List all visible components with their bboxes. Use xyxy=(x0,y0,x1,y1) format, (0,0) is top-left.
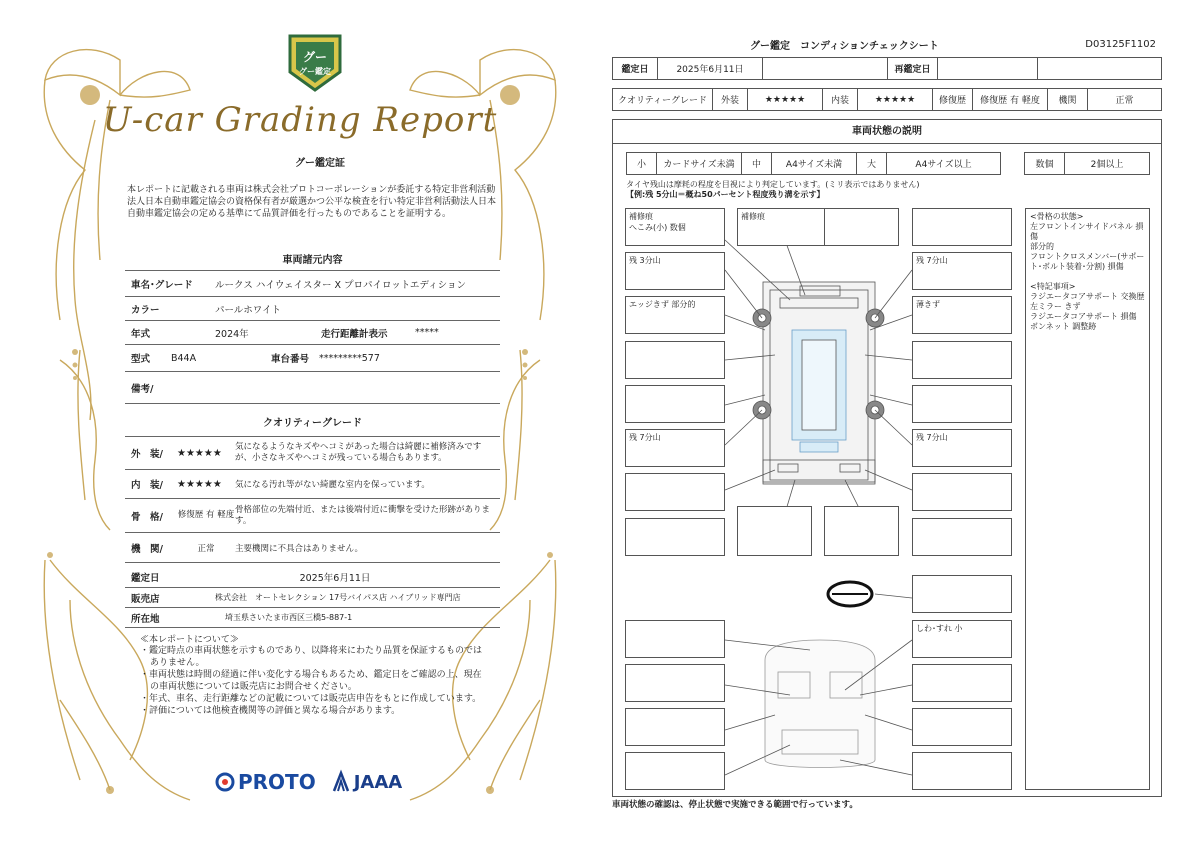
proto-logo xyxy=(215,770,316,794)
exterior-label: 外 装/ xyxy=(131,449,163,460)
notes-list xyxy=(140,645,490,717)
tire-note-line-2: 【例:残 5分山＝概ね50パーセント程度残り溝を示す】 xyxy=(626,190,825,199)
footnote: 車両状態の確認は、停止状態で実施できる範囲で行っています。 xyxy=(612,800,858,810)
frame-line: 部分的 xyxy=(1030,242,1054,251)
special-line: ボンネット 調整跡 xyxy=(1030,322,1097,331)
dealer-row xyxy=(125,588,500,608)
logo-bar xyxy=(215,770,402,794)
frame-state-title: <骨格の状態> xyxy=(1030,212,1084,221)
frame-line: 左フロントインサイドパネル 損傷 xyxy=(1030,222,1144,241)
spec-row-color xyxy=(125,297,500,321)
repair-value: 修復歴 有 軽度 xyxy=(973,89,1048,111)
appraisal-date-label: 鑑定日 xyxy=(131,572,160,584)
callout-box-empty xyxy=(625,473,725,511)
date-value: 2025年6月11日 xyxy=(658,58,763,80)
size-large-desc: A4サイズ以上 xyxy=(887,153,1001,175)
interior-grade: ★★★★★ xyxy=(177,478,222,490)
frame-and-notes-panel xyxy=(1025,208,1150,790)
callout-box-empty xyxy=(912,473,1012,511)
frame-line: フロントクロスメンバー(サポート･ボルト装着･分割) 損傷 xyxy=(1030,252,1145,271)
quality-row-engine xyxy=(125,533,500,563)
name-value: ルークス ハイウェイスター X プロパイロットエディション xyxy=(215,279,466,291)
special-line: ラジエータコアサポート 損傷 xyxy=(1030,312,1137,321)
size-small: 小 xyxy=(627,153,657,175)
repair-label: 修復歴 xyxy=(933,89,973,111)
callout-box-empty xyxy=(912,208,1012,246)
exterior-label: 外装 xyxy=(713,89,748,111)
dealer-label: 販売店 xyxy=(131,593,160,605)
quality-grade-label: クオリティーグレード xyxy=(613,89,713,111)
callout-box-empty xyxy=(625,708,725,746)
size-medium: 中 xyxy=(742,153,772,175)
callout-box-empty xyxy=(912,664,1012,702)
interior-label: 内装 xyxy=(823,89,858,111)
mileage-label: 走行距離計表示 xyxy=(321,328,388,340)
redate-label: 再鑑定日 xyxy=(888,58,938,80)
vehicle-state-title: 車両状態の説明 xyxy=(612,119,1162,144)
callout-box-empty xyxy=(824,208,899,246)
special-notes-title: <特記事項> xyxy=(1030,282,1076,291)
year-label: 年式 xyxy=(131,328,151,340)
callout-box: しわ･すれ 小 xyxy=(912,620,1012,658)
spec-row-model xyxy=(125,345,500,372)
callout-box: 補修痕 xyxy=(737,208,837,246)
report-script-title: U-car Grading Report xyxy=(102,100,498,140)
callout-box-empty xyxy=(625,518,725,556)
spec-row-year xyxy=(125,321,500,345)
callout-box: 残 7分山 xyxy=(912,252,1012,290)
engine-grade: 正常 xyxy=(197,543,215,554)
exterior-stars: ★★★★★ xyxy=(748,89,823,111)
callout-box-empty xyxy=(912,575,1012,613)
jaaa-logo-text: JAAA xyxy=(353,771,403,793)
address-label: 所在地 xyxy=(131,613,160,625)
svg-text:グー鑑定: グー鑑定 xyxy=(299,67,331,76)
condition-check-sheet xyxy=(600,0,1200,848)
address-row xyxy=(125,608,500,628)
quality-section-title: クオリティーグレード xyxy=(263,418,362,429)
engine-desc: 主要機関に不具合はありません。 xyxy=(235,543,364,554)
callout-box-empty xyxy=(625,620,725,658)
count-label: 数個 xyxy=(1025,153,1065,175)
note-item: ・年式、車名、走行距離などの記載については販売店申告をもとに作成しています。 xyxy=(140,694,482,704)
quality-row-interior xyxy=(125,470,500,499)
callout-box-empty xyxy=(912,752,1012,790)
size-large: 大 xyxy=(857,153,887,175)
frame-label: 骨 格/ xyxy=(131,511,163,523)
size-small-desc: カードサイズ未満 xyxy=(657,153,742,175)
callout-box-empty xyxy=(912,708,1012,746)
callout-box-empty xyxy=(737,506,812,556)
interior-desc: 気になる汚れ等がない綺麗な室内を保っています。 xyxy=(235,480,430,490)
special-line: 左ミラー きず xyxy=(1030,302,1081,311)
frame-grade: 修復歴 有 軽度 xyxy=(177,510,235,520)
chassis-value: *********577 xyxy=(319,352,380,364)
spec-row-name xyxy=(125,270,500,297)
note-item: ・鑑定時点の車両状態を示すものであり、以降将来にわたり品質を保証するものではありません。 xyxy=(140,646,483,668)
spec-row-remarks xyxy=(125,372,500,404)
chassis-label: 車台番号 xyxy=(271,354,310,365)
address-value: 埼玉県さいたま市西区三橋5-887-1 xyxy=(225,613,353,622)
quality-row-exterior xyxy=(125,436,500,470)
callout-box-empty xyxy=(912,341,1012,379)
proto-logo-text: PROTO xyxy=(238,770,316,794)
spec-section-title: 車両諸元内容 xyxy=(282,255,343,266)
certificate-text: 本レポートに記載される車両は株式会社プロトコーポレーションが委託する特定非営利活動法人日本自動車鑑定協会の資格保有者が厳選かつ公平な検査を行い特定非営利活動法人日本自動車鑑定協会の定める基準にて品質評価を行ったものであることを証明する。 xyxy=(127,185,497,219)
model-label: 型式 xyxy=(131,354,151,365)
appraisal-date-value: 2025年6月11日 xyxy=(299,572,371,584)
frame-desc: 骨格部位の先端付近、または後端付近に衝撃を受けた形跡があります。 xyxy=(235,504,491,526)
name-label: 車名･グレード xyxy=(131,279,193,291)
mileage-value: ***** xyxy=(415,327,439,338)
note-item: ・車両状態は時間の経過に伴い変化する場合もあるため、鑑定日をご確認の上、現在の車両状態については販売店にお問合せください。 xyxy=(140,670,482,692)
callout-box-empty xyxy=(625,752,725,790)
engine-value: 正常 xyxy=(1088,89,1162,111)
jaaa-logo xyxy=(332,771,403,793)
special-line: ラジエータコアサポート 交換歴 xyxy=(1030,292,1145,301)
color-label: カラー xyxy=(131,304,160,316)
date-label: 鑑定日 xyxy=(613,58,658,80)
proto-mark-icon xyxy=(215,772,235,792)
exterior-grade: ★★★★★ xyxy=(177,447,222,459)
callout-box: 薄きず xyxy=(912,296,1012,334)
callout-box-empty xyxy=(625,385,725,423)
interior-label: 内 装/ xyxy=(131,480,163,491)
callout-box-empty xyxy=(625,664,725,702)
callout-box: 残 7分山 xyxy=(912,429,1012,467)
callout-box-empty xyxy=(912,385,1012,423)
certificate-title: グー鑑定証 xyxy=(295,158,345,169)
callout-box-empty xyxy=(824,506,899,556)
year-value: 2024年 xyxy=(215,328,249,340)
callout-box: 補修痕 へこみ(小) 数個 xyxy=(625,208,725,246)
quality-row-frame xyxy=(125,499,500,533)
callout-box: 残 7分山 xyxy=(625,429,725,467)
goo-appraisal-badge xyxy=(286,32,344,94)
color-value: パールホワイト xyxy=(215,304,282,316)
tire-note-line-1: タイヤ残山は摩耗の程度を目視により判定しています。(ミリ表示ではありません) xyxy=(626,180,920,189)
date-row xyxy=(125,566,500,588)
interior-stars: ★★★★★ xyxy=(858,89,933,111)
document-id: D03125F1102 xyxy=(1085,39,1156,50)
svg-text:グー: グー xyxy=(302,50,328,64)
callout-box: エッジきず 部分的 xyxy=(625,296,725,334)
model-value: B44A xyxy=(171,352,197,364)
remarks-label: 備考/ xyxy=(131,383,154,395)
size-medium-desc: A4サイズ未満 xyxy=(772,153,857,175)
note-item: ・評価については他検査機関等の評価と異なる場合があります。 xyxy=(140,706,401,716)
sheet-title: グー鑑定 コンディションチェックシート xyxy=(750,41,939,52)
exterior-desc: 気になるようなキズやヘコミがあった場合は綺麗に補修済みですが、小さなキズやヘコミが残っている場合もあります。 xyxy=(235,442,482,463)
notes-title: ≪本レポートについて≫ xyxy=(140,635,239,645)
count-desc: 2個以上 xyxy=(1065,153,1150,175)
engine-label: 機関 xyxy=(1048,89,1088,111)
engine-label: 機 関/ xyxy=(131,543,163,555)
jaaa-mark-icon xyxy=(332,771,350,793)
callout-box-empty xyxy=(912,518,1012,556)
callout-box: 残 3分山 xyxy=(625,252,725,290)
callout-box-empty xyxy=(625,341,725,379)
dealer-value: 株式会社 オートセレクション 17号バイパス店 ハイブリッド専門店 xyxy=(215,593,461,602)
